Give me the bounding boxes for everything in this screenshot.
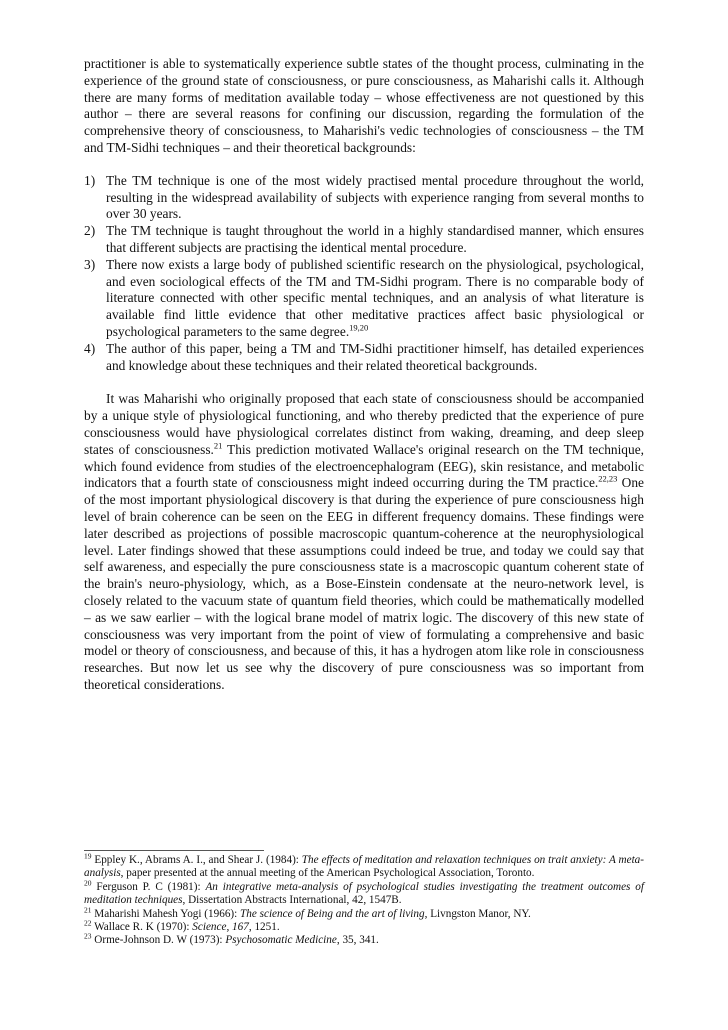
page-body: [84, 56, 644, 694]
footnote-ref: 19,20: [349, 322, 369, 333]
footnote: $^{22}$ Wallace R. K (1970): Science, 167, 1251.: [84, 918, 280, 934]
list-item-number: 3): [84, 256, 96, 272]
reasons-list: [84, 173, 644, 375]
footnote-ref: 21: [213, 440, 223, 451]
body-text-3: One of the most important physiological discovery is that during the experience of pure consciousness high level of brain coherence can be seen on the EEG in different frequency domains. These findings were later described as projections of possible macroscopic quantum-coherence at the neurophysiological level. Later findings showed that these assumptions could indeed be true, and today we could say that self awareness, and especially the pure consciousness state is a macroscopic quantum coherent state of the brain's neuro-physiology, which, as a Bose-Einstein condensate at the neuro-network level, is closely related to the vacuum state of quantum field theories, which could be mathematically modelled – as we saw earlier – with the logical brane model of matrix logic. The discovery of this new state of consciousness was very important from the point of view of formulating a comprehensive and basic model or theory of consciousness, and because of this, it has a hydrogen atom like role in consciousness researches. But now let us see why the discovery of pure consciousness was so important from theoretical considerations.: [84, 475, 644, 692]
footnote-divider: [84, 850, 264, 851]
body-text-2: This prediction motivated Wallace's original research on the TM technique, which found evidence from studies of the electroencephalogram (EEG), skin resistance, and metabolic indicators that a fourth state of consciousness might indeed occurring during the TM practice.: [84, 441, 644, 491]
footnote-number: 22: [84, 918, 92, 928]
body-text-1: It was Maharishi who originally proposed that each state of consciousness should be accompanied by a unique style of physiological functioning, and who thereby predicted that the experience of pure consciousness would have physiological correlates distinct from waking, dreaming, and deep sleep states of consciousness.: [84, 391, 644, 457]
footnote-number: 20: [84, 878, 92, 888]
footnote: $^{21}$ Maharishi Mahesh Yogi (1966): The science of Being and the art of living, Livngston Manor, NY.: [84, 904, 531, 920]
intro-paragraph: practitioner is able to systematically experience subtle states of the thought process, culminating in the experience of the ground state of consciousness, or pure consciousness, as Maharishi calls it. Although there are many forms of meditation available today – whose effectiveness are not questioned by this author – there are several reasons for confining our discussion, regarding the formulation of the comprehensive theory of consciousness, to Maharishi's vedic technologies of consciousness – the TM and TM-Sidhi techniques – and their theoretical backgrounds:: [84, 56, 644, 155]
list-item-text: There now exists a large body of published scientific research on the physiological, psychological, and even sociological effects of the TM and TM-Sidhi program. There is no comparable body of literature connected with other specific mental techniques, and an analysis of what literature is available find little evidence that other meditative practices affect basic physiological or psychological parameters to the same degree.: [106, 256, 644, 339]
list-item-number: 4): [84, 340, 96, 356]
list-item-number: 1): [84, 172, 96, 188]
list-item-text: The author of this paper, being a TM and TM-Sidhi practitioner himself, has detailed experiences and knowledge about these techniques and their related theoretical backgrounds.: [106, 340, 644, 373]
list-item: [84, 257, 644, 341]
list-item-text: The TM technique is taught throughout the world in a highly standardised manner, which ensures that different subjects are practising the identical mental procedure.: [106, 223, 644, 255]
footnote: $^{23}$ Orme-Johnson D. W (1973): Psychosomatic Medicine, 35, 341.: [84, 931, 379, 947]
footnote: $^{19}$ Eppley K., Abrams A. I., and Shear J. (1984): The effects of meditation and relaxation techniques on trait anxiety: A meta-analysis, paper presented at the annual meeting of the American Psychological Association, Toronto.: [84, 851, 645, 880]
body-paragraph: [84, 391, 644, 693]
footnote-number: 19: [84, 851, 92, 861]
list-item-number: 2): [84, 223, 96, 239]
list-item: [84, 223, 644, 257]
list-item-text: The TM technique is one of the most widely practised mental procedure throughout the world, resulting in the widespread availability of subjects with experience ranging from several months to over 30 years.: [106, 172, 644, 222]
footnote: $^{20}$ Ferguson P. C (1981): An integrative meta-analysis of psychological studies investigating the treatment outcomes of meditation techniques, Dissertation Abstracts International, 42, 1547B.: [84, 878, 644, 907]
footnote-ref: 22,23: [598, 473, 618, 484]
footnote-number: 23: [84, 931, 92, 941]
list-item: [84, 341, 644, 375]
list-item: [84, 173, 644, 223]
footnotes: [84, 851, 645, 948]
footnote-number: 21: [84, 904, 92, 914]
